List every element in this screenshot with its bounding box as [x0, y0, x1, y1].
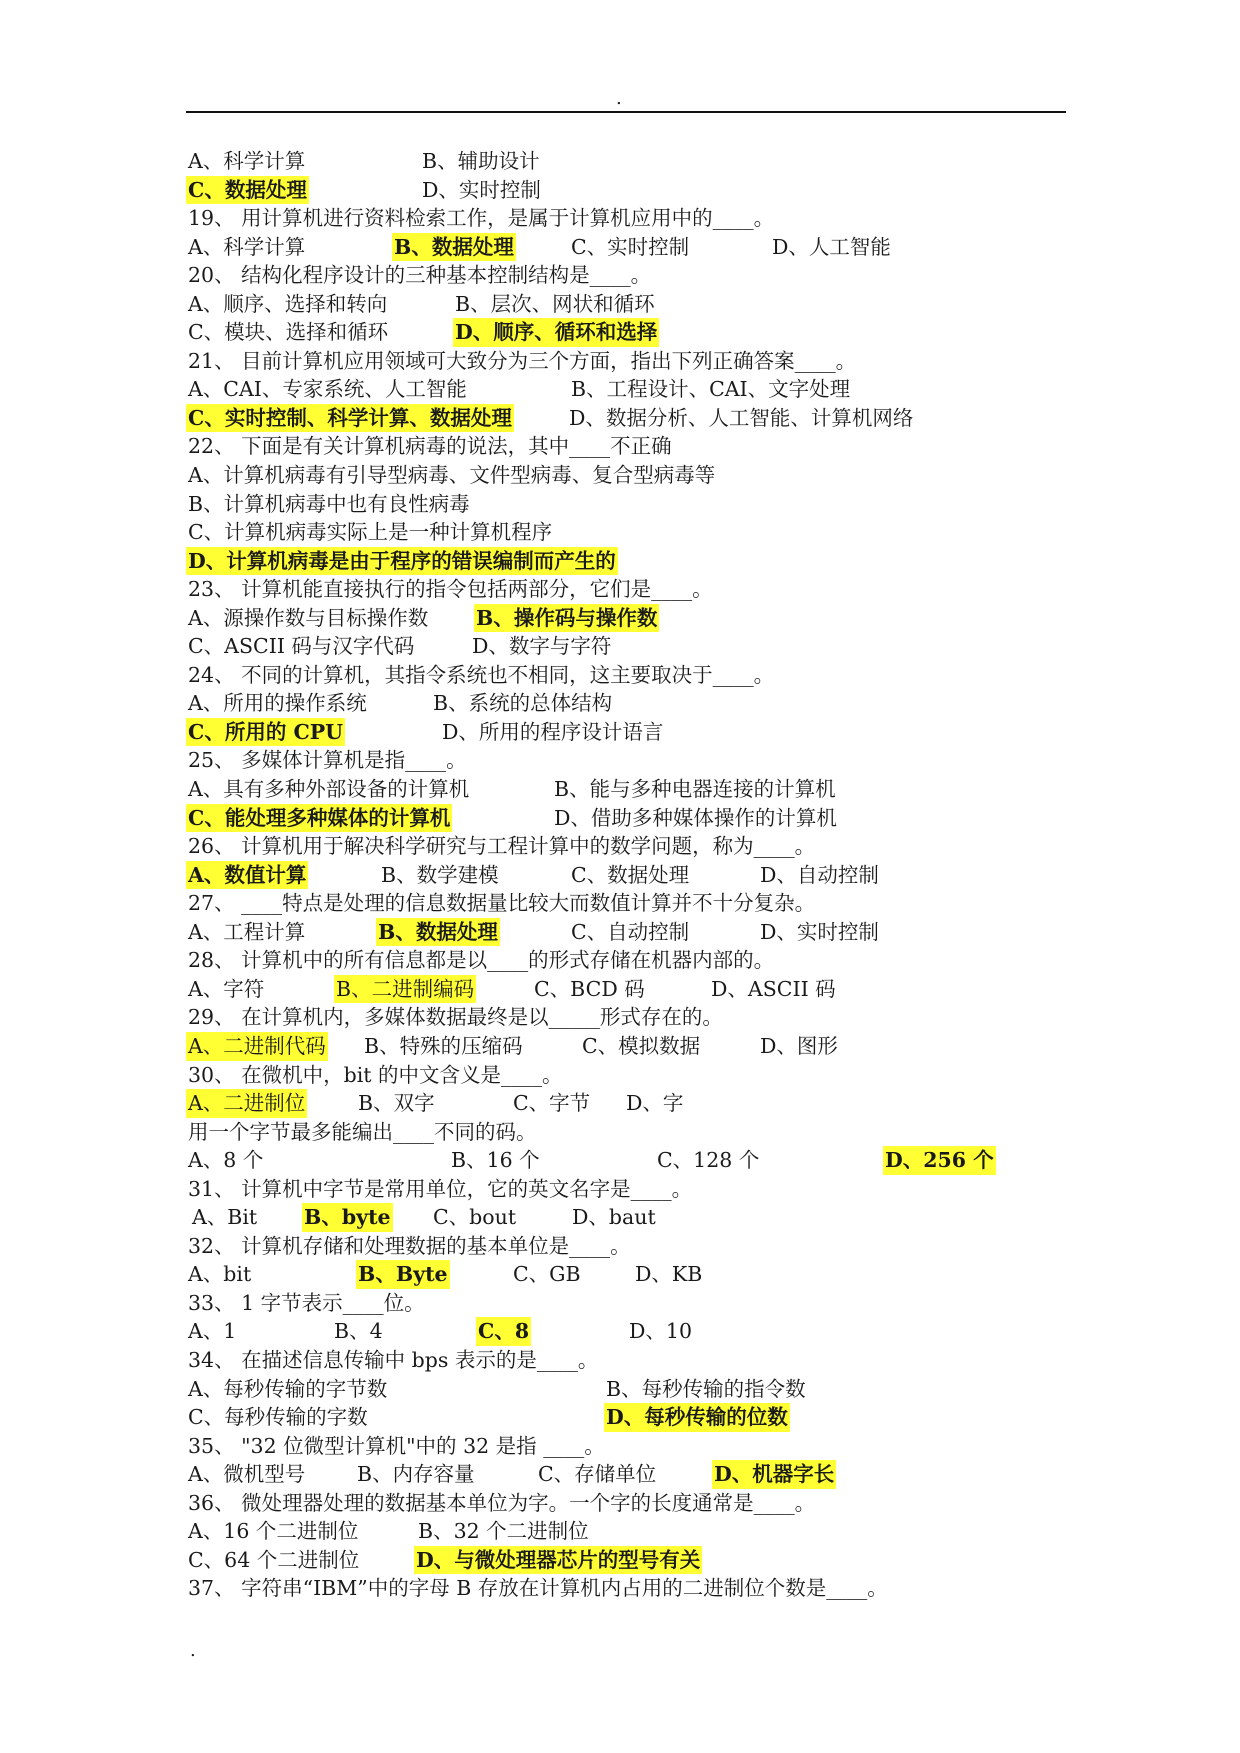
text-segment: 21、 目前计算机应用领域可大致分为三个方面，指出下列正确答案____。: [188, 348, 857, 373]
text-segment: A、计算机病毒有引导型病毒、文件型病毒、复合型病毒等: [188, 463, 716, 488]
text-segment: 用一个字节最多能编出____不同的码。: [188, 1119, 537, 1144]
text-segment: A、bit: [188, 1262, 252, 1287]
text-segment: C、GB: [513, 1262, 581, 1287]
highlighted-answer: D、机器字长: [712, 1460, 836, 1489]
text-line: [188, 404, 1068, 433]
text-segment: D、实时控制: [422, 177, 541, 202]
text-line: [188, 1118, 1068, 1147]
text-line: [188, 1375, 1068, 1404]
text-segment: B、每秒传输的指令数: [606, 1376, 806, 1401]
text-line: [188, 1489, 1068, 1518]
text-line: [188, 233, 1068, 262]
highlighted-answer: B、byte: [302, 1203, 393, 1232]
highlighted-answer: C、数据处理: [186, 176, 309, 205]
text-line: [188, 461, 1068, 490]
header-mark: .: [616, 88, 622, 109]
text-segment: D、KB: [635, 1262, 703, 1287]
text-line: [188, 1289, 1068, 1318]
text-segment: B、计算机病毒中也有良性病毒: [188, 491, 470, 516]
question-list: [188, 147, 1068, 1603]
text-line: [188, 204, 1068, 233]
text-segment: C、存储单位: [538, 1462, 657, 1487]
text-segment: 37、 字符串“IBM”中的字母 B 存放在计算机内占用的二进制位个数是____。: [188, 1576, 888, 1601]
text-segment: A、CAI、专家系统、人工智能: [188, 377, 467, 402]
text-segment: A、字符: [188, 976, 265, 1001]
text-segment: 33、 1 字节表示____位。: [188, 1290, 425, 1315]
text-segment: 30、 在微机中，bit 的中文含义是____。: [188, 1062, 563, 1087]
highlighted-answer: D、每秒传输的位数: [604, 1403, 790, 1432]
text-segment: D、字: [626, 1091, 684, 1116]
text-segment: C、BCD 码: [534, 976, 645, 1001]
text-line: [188, 575, 1068, 604]
text-segment: 24、 不同的计算机，其指令系统也不相同，这主要取决于____。: [188, 662, 775, 687]
text-line: [188, 1203, 1068, 1232]
highlighted-answer: A、二进制位: [186, 1089, 307, 1118]
highlighted-answer: B、二进制编码: [334, 975, 476, 1004]
highlighted-answer: C、8: [476, 1317, 531, 1346]
text-segment: 28、 计算机中的所有信息都是以____的形式存储在机器内部的。: [188, 948, 775, 973]
text-segment: C、模拟数据: [582, 1033, 701, 1058]
text-segment: D、自动控制: [760, 862, 879, 887]
text-line: [188, 604, 1068, 633]
text-line: [188, 804, 1068, 833]
text-segment: 31、 计算机中字节是常用单位，它的英文名字是____。: [188, 1176, 693, 1201]
text-segment: D、baut: [572, 1205, 656, 1230]
text-segment: B、双字: [358, 1091, 435, 1116]
text-line: [188, 1432, 1068, 1461]
highlighted-answer: B、操作码与操作数: [474, 604, 659, 633]
highlighted-answer: C、所用的 CPU: [186, 718, 345, 747]
text-segment: B、系统的总体结构: [433, 691, 613, 716]
text-segment: A、Bit: [192, 1205, 258, 1230]
text-line: [188, 1089, 1068, 1118]
text-line: [188, 490, 1068, 519]
text-segment: B、辅助设计: [422, 149, 540, 173]
text-segment: B、16 个: [451, 1148, 540, 1173]
text-line: [188, 375, 1068, 404]
highlighted-answer: D、256 个: [883, 1146, 996, 1175]
text-segment: 32、 计算机存储和处理数据的基本单位是____。: [188, 1233, 631, 1258]
text-line: [188, 1175, 1068, 1204]
text-segment: B、工程设计、CAI、文字处理: [571, 377, 851, 402]
text-line: [188, 547, 1068, 576]
text-segment: B、4: [334, 1319, 383, 1344]
highlighted-answer: C、能处理多种媒体的计算机: [186, 804, 452, 833]
text-segment: B、内存容量: [357, 1462, 475, 1487]
text-segment: A、所用的操作系统: [188, 691, 367, 716]
text-line: [188, 1546, 1068, 1575]
text-line: [188, 1460, 1068, 1489]
text-segment: 27、 ____特点是处理的信息数据量比较大而数值计算并不十分复杂。: [188, 891, 816, 916]
text-segment: A、8 个: [188, 1148, 264, 1173]
text-line: [188, 946, 1068, 975]
text-segment: C、计算机病毒实际上是一种计算机程序: [188, 520, 553, 545]
text-line: [188, 347, 1068, 376]
text-line: [188, 1517, 1068, 1546]
text-segment: D、实时控制: [760, 919, 879, 944]
text-segment: 36、 微处理器处理的数据基本单位为字。一个字的长度通常是____。: [188, 1490, 816, 1515]
text-line: [188, 689, 1068, 718]
text-segment: C、128 个: [657, 1148, 760, 1173]
text-segment: D、借助多种媒体操作的计算机: [554, 805, 837, 830]
text-line: [188, 1032, 1068, 1061]
text-segment: C、64 个二进制位: [188, 1547, 360, 1572]
text-segment: B、数学建模: [381, 862, 499, 887]
highlighted-answer: B、数据处理: [392, 233, 516, 262]
text-segment: 29、 在计算机内，多媒体数据最终是以_____形式存在的。: [188, 1005, 723, 1030]
text-segment: C、实时控制: [571, 234, 690, 259]
text-segment: 22、 下面是有关计算机病毒的说法，其中____不正确: [188, 434, 672, 459]
text-line: [188, 1232, 1068, 1261]
text-segment: 23、 计算机能直接执行的指令包括两部分，它们是____。: [188, 577, 713, 602]
text-line: [188, 975, 1068, 1004]
highlighted-answer: B、Byte: [356, 1260, 450, 1289]
text-segment: D、数字与字符: [472, 634, 612, 659]
text-segment: B、32 个二进制位: [418, 1519, 589, 1544]
text-segment: A、每秒传输的字节数: [188, 1376, 388, 1401]
text-segment: A、科学计算: [188, 234, 306, 259]
text-segment: 19、 用计算机进行资料检索工作，是属于计算机应用中的____。: [188, 206, 775, 231]
text-line: [188, 661, 1068, 690]
text-segment: C、数据处理: [571, 862, 690, 887]
text-line: [188, 290, 1068, 319]
text-segment: D、人工智能: [772, 234, 891, 259]
text-segment: A、工程计算: [188, 919, 306, 944]
text-line: [188, 432, 1068, 461]
highlighted-answer: A、数值计算: [186, 861, 308, 890]
text-line: [188, 746, 1068, 775]
text-segment: B、特殊的压缩码: [364, 1033, 523, 1058]
text-line: [188, 1061, 1068, 1090]
text-segment: 25、 多媒体计算机是指____。: [188, 748, 467, 773]
text-line: [188, 261, 1068, 290]
text-line: [188, 861, 1068, 890]
text-line: [188, 832, 1068, 861]
highlighted-answer: D、计算机病毒是由于程序的错误编制而产生的: [186, 547, 618, 576]
text-segment: D、数据分析、人工智能、计算机网络: [569, 405, 914, 430]
text-line: [188, 318, 1068, 347]
text-line: [188, 889, 1068, 918]
text-segment: D、ASCII 码: [711, 976, 836, 1001]
text-segment: D、10: [629, 1319, 693, 1344]
text-segment: D、所用的程序设计语言: [442, 719, 664, 744]
text-line: [188, 775, 1068, 804]
text-line: [188, 1260, 1068, 1289]
text-line: [188, 1003, 1068, 1032]
header-rule: [186, 111, 1066, 113]
text-segment: 20、 结构化程序设计的三种基本控制结构是____。: [188, 263, 652, 288]
text-segment: B、能与多种电器连接的计算机: [554, 777, 836, 802]
text-segment: D、图形: [760, 1033, 838, 1058]
text-line: [188, 518, 1068, 547]
text-segment: A、1: [188, 1319, 237, 1344]
text-line: [188, 632, 1068, 661]
text-line: [188, 718, 1068, 747]
text-segment: C、每秒传输的字数: [188, 1405, 368, 1430]
highlighted-answer: C、实时控制、科学计算、数据处理: [186, 404, 514, 433]
text-segment: A、微机型号: [188, 1462, 306, 1487]
text-segment: A、具有多种外部设备的计算机: [188, 777, 470, 802]
text-line: [188, 1403, 1068, 1432]
text-segment: C、bout: [433, 1205, 517, 1230]
text-line: [188, 918, 1068, 947]
text-segment: A、顺序、选择和转向: [188, 291, 388, 316]
text-segment: 26、 计算机用于解决科学研究与工程计算中的数学问题，称为____。: [188, 834, 816, 859]
highlighted-answer: D、顺序、循环和选择: [453, 318, 659, 347]
text-line: [188, 1346, 1068, 1375]
text-segment: C、字节: [513, 1091, 591, 1116]
text-line: [188, 1317, 1068, 1346]
text-segment: 35、 "32 位微型计算机"中的 32 是指 ____。: [188, 1433, 605, 1458]
text-line: [188, 147, 1068, 176]
text-line: [188, 176, 1068, 205]
text-segment: C、ASCII 码与汉字代码: [188, 634, 415, 659]
text-segment: A、科学计算: [188, 149, 306, 173]
text-line: [188, 1146, 1068, 1175]
footer-mark: .: [190, 1640, 196, 1661]
highlighted-answer: B、数据处理: [376, 918, 500, 947]
text-line: [188, 1574, 1068, 1603]
text-segment: A、16 个二进制位: [188, 1519, 359, 1544]
highlighted-answer: D、与微处理器芯片的型号有关: [414, 1546, 702, 1575]
text-segment: B、层次、网状和循环: [455, 291, 655, 316]
text-segment: C、自动控制: [571, 919, 690, 944]
highlighted-answer: A、二进制代码: [186, 1032, 328, 1061]
text-segment: C、模块、选择和循环: [188, 320, 389, 345]
text-segment: A、源操作数与目标操作数: [188, 605, 429, 630]
text-segment: 34、 在描述信息传输中 bps 表示的是____。: [188, 1347, 599, 1372]
